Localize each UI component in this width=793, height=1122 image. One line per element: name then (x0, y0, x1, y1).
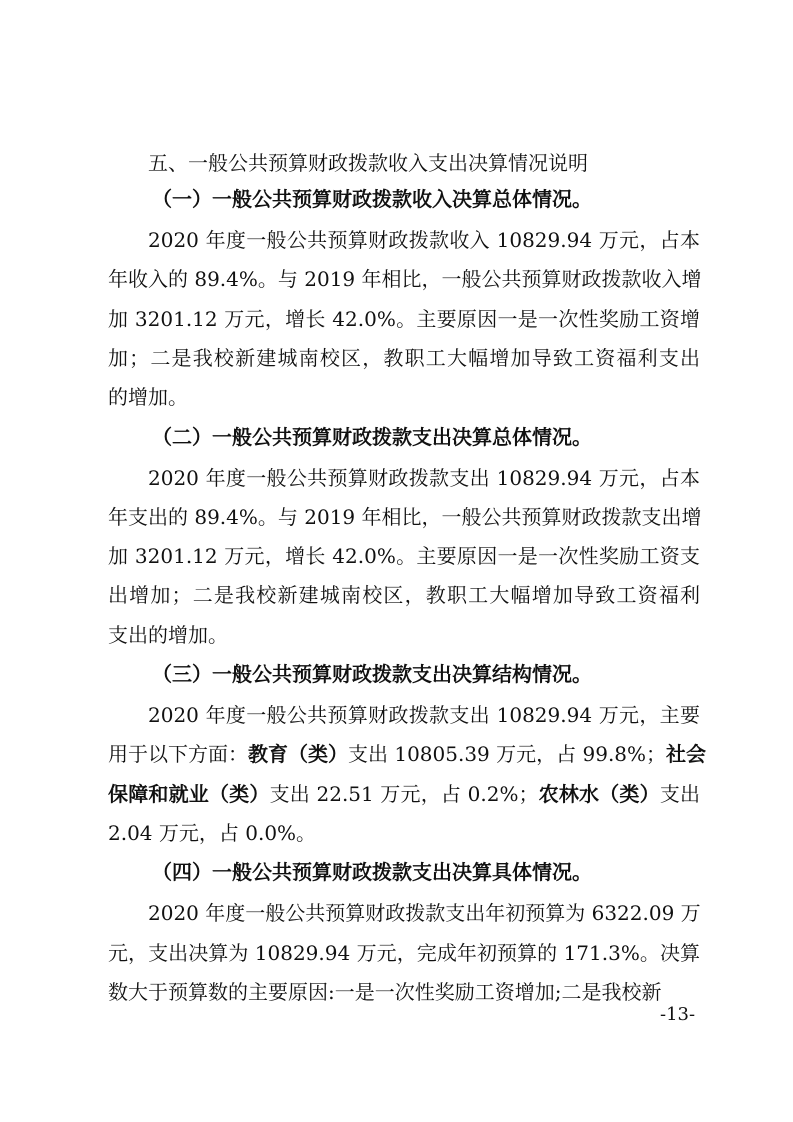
body-text: 的增加。 (108, 385, 188, 410)
body-text: 支出 10805.39 万元，占 99.8%； (348, 742, 667, 767)
body-text: 用于以下方面： (108, 742, 248, 767)
paragraph-line (108, 543, 700, 569)
body-text: 2020 年度一般公共预算财政拨款收入 10829.94 万元，占本 (148, 228, 700, 252)
paragraph-line (108, 582, 700, 608)
bold-category-text: 社会 (666, 742, 707, 767)
bold-category-text: 保障和就业（类） (108, 781, 270, 806)
paragraph-line (148, 900, 700, 926)
body-text: 加 3201.12 万元，增长 42.0%。主要原因一是一次性奖励工资增 (108, 306, 700, 331)
body-text: 年支出的 89.4%。与 2019 年相比，一般公共预算财政拨款支出增 (108, 504, 702, 529)
body-text: 支出 (659, 781, 701, 806)
bold-category-text: 教育（类） (248, 742, 348, 767)
body-text: 数大于预算数的主要原因:一是一次性奖励工资增加;二是我校新 (108, 979, 662, 1004)
section-heading: （一）一般公共预算财政拨款收入决算总体情况。 (152, 187, 592, 211)
paragraph-line (108, 266, 700, 292)
paragraph-line (108, 979, 700, 1005)
bold-category-text: 农林水（类） (538, 781, 660, 806)
paragraph-line (108, 820, 700, 846)
body-text: 2020 年度一般公共预算财政拨款支出 10829.94 万元，主要 (148, 703, 700, 727)
body-text: 出增加；二是我校新建城南校区，教职工大幅增加导致工资福利 (108, 583, 700, 608)
section-heading: （四）一般公共预算财政拨款支出决算具体情况。 (152, 860, 592, 885)
body-text: 支出 22.51 万元，占 0.2%； (269, 781, 539, 806)
paragraph-line (108, 781, 700, 807)
body-text: 加；二是我校新建城南校区，教职工大幅增加导致工资福利支出 (108, 345, 700, 370)
paragraph-line (108, 940, 700, 966)
body-text: 2020 年度一般公共预算财政拨款支出 10829.94 万元，占本 (148, 465, 700, 490)
section-title: 五、一般公共预算财政拨款收入支出决算情况说明 (148, 151, 588, 175)
body-text: 年收入的 89.4%。与 2019 年相比，一般公共预算财政拨款收入增 (108, 267, 702, 292)
body-text: 2.04 万元，占 0.0%。 (108, 820, 317, 845)
page-number: -13- (660, 1004, 696, 1025)
paragraph-line (108, 741, 707, 767)
paragraph-line (108, 622, 700, 648)
body-text: 加 3201.12 万元，增长 42.0%。主要原因一是一次性奖励工资支 (108, 544, 700, 569)
paragraph-line (148, 465, 700, 491)
paragraph-line (108, 384, 700, 410)
body-text: 元，支出决算为 10829.94 万元，完成年初预算的 171.3%。决算 (108, 940, 700, 965)
body-text: 2020 年度一般公共预算财政拨款支出年初预算为 6322.09 万 (148, 901, 701, 926)
paragraph-line (108, 504, 700, 530)
paragraph-line (148, 702, 700, 728)
paragraph-line (148, 227, 700, 253)
section-heading: （二）一般公共预算财政拨款支出决算总体情况。 (152, 424, 592, 449)
paragraph-line (108, 345, 700, 371)
section-heading: （三）一般公共预算财政拨款支出决算结构情况。 (152, 662, 592, 686)
body-text: 支出的增加。 (108, 622, 228, 647)
paragraph-line (108, 306, 700, 332)
